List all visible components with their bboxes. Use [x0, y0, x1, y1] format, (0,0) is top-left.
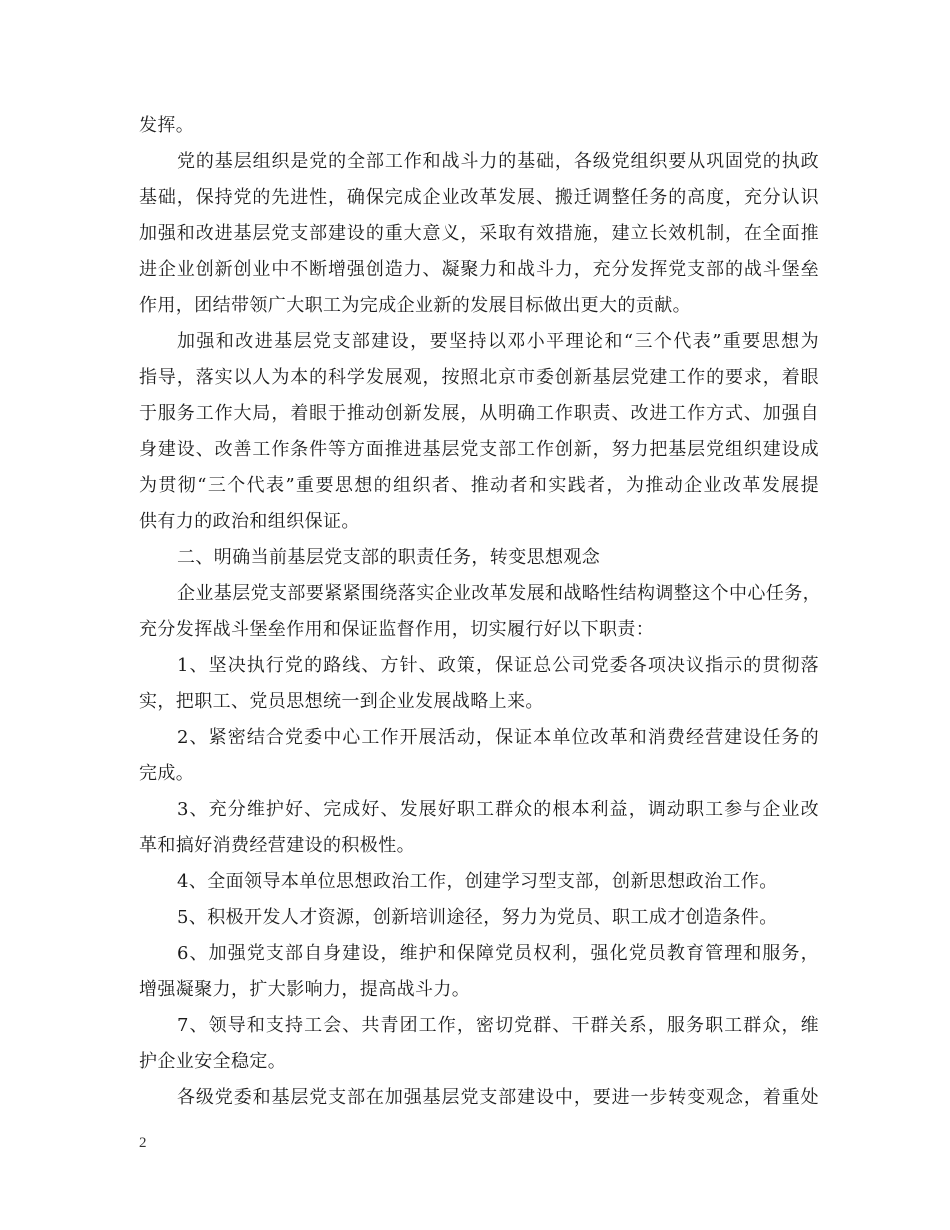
text-line: 6、加强党支部自身建设，维护和保障党员权利，强化党员教育管理和服务， [177, 943, 819, 964]
text-line: 身建设、改善工作条件等方面推进基层党支部工作创新，努力把基层党组织建设成 [139, 439, 819, 460]
text-line: 进企业创新创业中不断增强创造力、凝聚力和战斗力，充分发挥党支部的战斗堡垒 [139, 259, 819, 280]
text-line: 完成。 [139, 763, 195, 784]
page-number: 2 [139, 1135, 147, 1151]
text-line: 指导，落实以人为本的科学发展观，按照北京市委创新基层党建工作的要求，着眼 [139, 367, 819, 388]
text-line: 加强和改进基层党支部建设，要坚持以邓小平理论和“三个代表”重要思想为 [177, 331, 819, 352]
text-line: 2、紧密结合党委中心工作开展活动，保证本单位改革和消费经营建设任务的 [177, 727, 819, 748]
text-line: 党的基层组织是党的全部工作和战斗力的基础，各级党组织要从巩固党的执政 [177, 151, 819, 172]
text-line: 基础，保持党的先进性，确保完成企业改革发展、搬迁调整任务的高度，充分认识 [139, 187, 819, 208]
text-line: 于服务工作大局，着眼于推动创新发展，从明确工作职责、改进工作方式、加强自 [139, 403, 819, 424]
text-line: 4、全面领导本单位思想政治工作，创建学习型支部，创新思想政治工作。 [177, 871, 778, 892]
text-line: 为贯彻“三个代表”重要思想的组织者、推动者和实践者，为推动企业改革发展提 [139, 475, 819, 496]
text-line: 充分发挥战斗堡垒作用和保证监督作用，切实履行好以下职责： [139, 619, 655, 640]
text-line: 发挥。 [139, 115, 195, 136]
text-line: 护企业安全稳定。 [139, 1051, 287, 1072]
text-line: 二、明确当前基层党支部的职责任务，转变思想观念 [177, 547, 601, 568]
text-line: 1、坚决执行党的路线、方针、政策，保证总公司党委各项决议指示的贯彻落 [177, 655, 819, 676]
text-line: 各级党委和基层党支部在加强基层党支部建设中，要进一步转变观念，着重处 [177, 1087, 819, 1108]
text-line: 加强和改进基层党支部建设的重大意义，采取有效措施，建立长效机制，在全面推 [139, 223, 819, 244]
document-body [139, 108, 819, 1116]
text-line: 3、充分维护好、完成好、发展好职工群众的根本利益，调动职工参与企业改 [177, 799, 819, 820]
text-line: 作用，团结带领广大职工为完成企业新的发展目标做出更大的贡献。 [139, 295, 691, 316]
text-line: 企业基层党支部要紧紧围绕落实企业改革发展和战略性结构调整这个中心任务， [177, 583, 821, 604]
text-line: 增强凝聚力，扩大影响力，提高战斗力。 [139, 979, 471, 1000]
text-line: 7、领导和支持工会、共青团工作，密切党群、干群关系，服务职工群众，维 [177, 1015, 819, 1036]
text-line: 革和搞好消费经营建设的积极性。 [139, 835, 415, 856]
text-line: 5、积极开发人才资源，创新培训途径，努力为党员、职工成才创造条件。 [177, 907, 778, 928]
text-line: 供有力的政治和组织保证。 [139, 511, 360, 532]
text-line: 实，把职工、党员思想统一到企业发展战略上来。 [139, 691, 544, 712]
